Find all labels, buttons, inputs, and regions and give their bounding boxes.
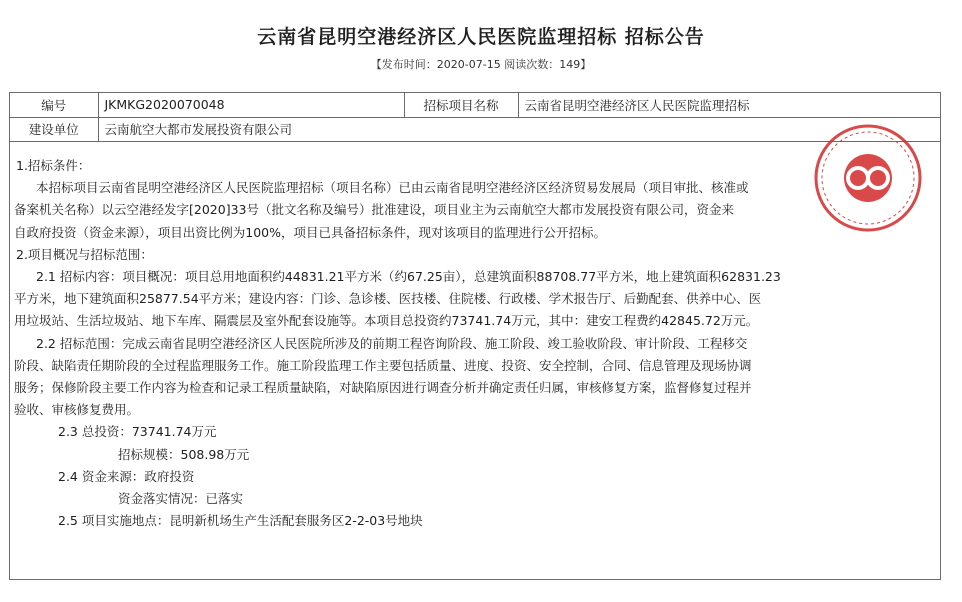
paragraph-line: 验收、审核修复费用。 (14, 402, 140, 418)
project-name-value: 云南省昆明空港经济区人民医院监理招标 (518, 93, 940, 117)
info-row-code (10, 93, 940, 117)
paragraph-line: 自政府投资（资金来源），项目出资比例为100%，项目已具备招标条件，现对该项目的监理进行公开招标。 (14, 224, 606, 240)
info-row-unit (10, 117, 940, 141)
paragraph-line: 平方米，地下建筑面积25877.54平方米；建设内容：门诊、急诊楼、医技楼、住院楼、行政楼、学术报告厅、后勤配套、供养中心、医 (14, 291, 762, 307)
paragraph-line: 2.2 招标范围：完成云南省昆明空港经济区人民医院所涉及的前期工程咨询阶段、施工阶段、竣工验收阶段、审计阶段、工程移交 (36, 335, 748, 351)
paragraph-line: 招标规模：508.98万元 (118, 446, 250, 462)
paragraph-line: 备案机关名称）以云空港经发字[2020]33号（批文名称及编号）批准建设，项目业主为云南航空大都市发展投资有限公司，资金来 (14, 202, 734, 218)
notice-body (10, 155, 940, 532)
section-heading: 2.项目概况与招标范围： (16, 246, 153, 262)
paragraph-line: 本招标项目云南省昆明空港经济区人民医院监理招标（项目名称）已由云南省昆明空港经济区经济贸易发展局（项目审批、核准或 (36, 180, 749, 196)
paragraph-line: 2.4 资金来源：政府投资 (58, 468, 195, 484)
paragraph-line: 用垃圾站、生活垃圾站、地下车库、隔震层及室外配套设施等。本项目总投资约73741.74万元，其中：建安工程费约42845.72万元。 (14, 313, 759, 329)
code-label: 编号 (10, 93, 98, 117)
notice-frame (9, 92, 941, 580)
page-title: 云南省昆明空港经济区人民医院监理招标 招标公告 (257, 26, 705, 48)
paragraph-line: 服务；保修阶段主要工作内容为检查和记录工程质量缺陷，对缺陷原因进行调查分析并确定责任归属，审核修复方案，监督修复过程并 (14, 380, 752, 396)
publish-meta: 【发布时间：2020-07-15 阅读次数：149】 (370, 58, 592, 71)
project-name-label: 招标项目名称 (404, 93, 518, 117)
code-value: JKMKG2020070048 (98, 93, 404, 117)
paragraph-line: 2.3 总投资：73741.74万元 (58, 424, 217, 440)
paragraph-line: 资金落实情况：已落实 (118, 491, 244, 507)
construction-unit-value: 云南航空大都市发展投资有限公司 (98, 117, 940, 141)
info-table (10, 93, 940, 142)
construction-unit-label: 建设单位 (10, 117, 98, 141)
paragraph-line: 阶段、缺陷责任期阶段的全过程监理服务工作。施工阶段监理工作主要包括质量、进度、投资、安全控制，合同、信息管理及现场协调 (14, 357, 752, 373)
section-heading: 1.招标条件： (16, 158, 91, 173)
red-seal-stamp-icon (812, 122, 924, 234)
paragraph-line: 2.5 项目实施地点：昆明新机场生产生活配套服务区2-2-03号地块 (58, 513, 423, 529)
paragraph-line: 2.1 招标内容：项目概况：项目总用地面积约44831.21平方米（约67.25亩），总建筑面积88708.77平方米，地上建筑面积62831.23 (36, 269, 781, 285)
